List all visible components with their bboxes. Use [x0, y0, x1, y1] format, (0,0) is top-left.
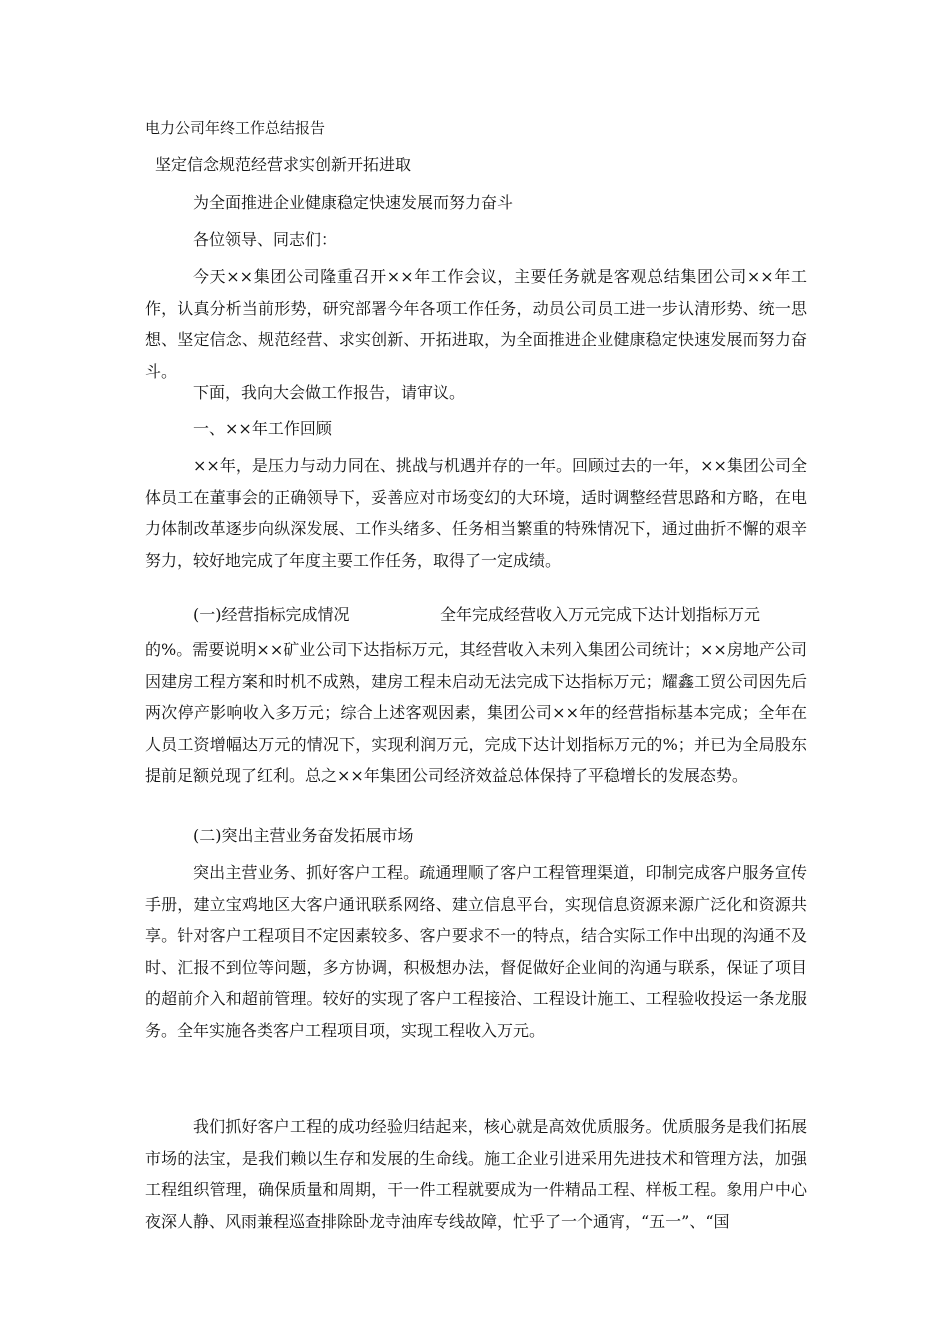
paragraph-report: 下面，我向大会做工作报告，请审议。 — [193, 383, 466, 402]
document-subtitle-2: 为全面推进企业健康稳定快速发展而努力奋斗 — [193, 193, 514, 212]
paragraph-quality-service: 我们抓好客户工程的成功经验归结起来，核心就是高效优质服务。优质服务是我们拓展市场的法宝，是我们赖以生存和发展的生命线。施工企业引进采用先进技术和管理方法，加强工程组织管理，确保质量和周期，干一件工程就要成为一件精品工程、样板工程。象用户中心夜深人静、风雨兼程巡查排除卧龙寺油库专线故障，忙乎了一个通宵，“五一”、“国 — [145, 1117, 807, 1231]
subsection-heading-2: (二)突出主营业务奋发拓展市场 — [193, 826, 414, 845]
paragraph-indicators: 的%。需要说明××矿业公司下达指标万元，其经营收入未列入集团公司统计；××房地产公司因建房工程方案和时机不成熟，建房工程未启动无法完成下达指标万元；耀鑫工贸公司因先后两次停产影响收入多万元；综合上述客观因素，集团公司××年的经营指标基本完成；全年在人员工资增幅达万元的情况下，实现利润万元，完成下达计划指标万元的%；并已为全局股东提前足额兑现了红利。总之××年集团公司经济效益总体保持了平稳增长的发展态势。 — [145, 640, 807, 785]
subsection-heading-1: (一)经营指标完成情况 — [193, 605, 350, 624]
paragraph-customer-projects: 突出主营业务、抓好客户工程。疏通理顺了客户工程管理渠道，印制完成客户服务宣传手册，建立宝鸡地区大客户通讯联系网络、建立信息平台，实现信息资源来源广泛化和资源共享。针对客户工程项目不定因素较多、客户要求不一的特点，结合实际工作中出现的沟通不及时、汇报不到位等问题，多方协调，积极想办法，督促做好企业间的沟通与联系，保证了项目的超前介入和超前管理。较好的实现了客户工程接洽、工程设计施工、工程验收投运一条龙服务。全年实施各类客户工程项目项，实现工程收入万元。 — [145, 863, 807, 1040]
document-title: 电力公司年终工作总结报告 — [145, 119, 326, 137]
document-subtitle-1: 坚定信念规范经营求实创新开拓进取 — [155, 155, 412, 174]
paragraph-review: ××年，是压力与动力同在、挑战与机遇并存的一年。回顾过去的一年，××集团公司全体员工在董事会的正确领导下，妥善应对市场变幻的大环境，适时调整经营思路和方略，在电力体制改革逐步向纵深发展、工作头绪多、任务相当繁重的特殊情况下，通过曲折不懈的艰辛努力，较好地完成了年度主要工作任务，取得了一定成绩。 — [145, 456, 807, 570]
subsection-1-summary: 全年完成经营收入万元完成下达计划指标万元 — [440, 605, 761, 624]
salutation: 各位领导、同志们： — [193, 230, 338, 249]
section-heading-1: 一、××年工作回顾 — [193, 419, 332, 438]
paragraph-intro: 今天××集团公司隆重召开××年工作会议，主要任务就是客观总结集团公司××年工作，认真分析当前形势，研究部署今年各项工作任务，动员公司员工进一步认清形势、统一思想、坚定信念、规范经营、求实创新、开拓进取，为全面推进企业健康稳定快速发展而努力奋斗。 — [145, 267, 807, 381]
